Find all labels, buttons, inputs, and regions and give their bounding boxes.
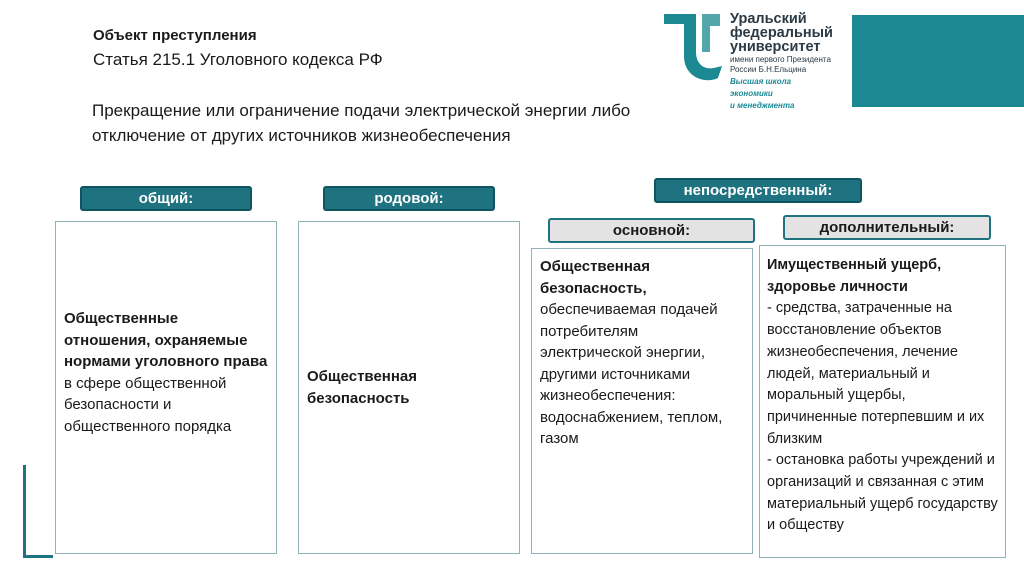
logo-small-line-2: России Б.Н.Ельцина bbox=[730, 65, 807, 74]
box-general-content bbox=[64, 308, 268, 437]
box-main-bold: Общественная безопасность, bbox=[540, 258, 651, 297]
logo-name-line-1: Уральский bbox=[730, 11, 807, 27]
decorative-corner-vertical bbox=[23, 465, 26, 558]
logo-name-line-2: федеральный bbox=[730, 25, 833, 41]
description-line-1: Прекращение или ограничение подачи электрической энергии либо bbox=[92, 101, 631, 120]
page-title: Объект преступления bbox=[93, 27, 257, 44]
box-additional-text-2: - остановка работы учреждений и организаций и связанная с этим материальный ущерб государству и обществу bbox=[767, 452, 998, 534]
box-additional-bold-paragraph bbox=[767, 255, 998, 298]
logo-mark-icon bbox=[662, 12, 724, 82]
box-general-bold: Общественные отношения, охраняемые нормами уголовного права bbox=[64, 310, 268, 370]
box-main-content bbox=[540, 256, 744, 450]
box-main-text: обеспечиваемая подачей потребителям электрической энергии, другими источниками жизнеобеспечения: водоснабжением, теплом, газом bbox=[540, 301, 723, 447]
label-direct: непосредственный: bbox=[654, 178, 862, 203]
box-generic bbox=[298, 221, 520, 554]
box-additional-bold: Имущественный ущерб, здоровье личности bbox=[767, 257, 942, 295]
box-general bbox=[55, 221, 277, 554]
box-general-text: в сфере общественной безопасности и общественного порядка bbox=[64, 374, 232, 435]
label-general: общий: bbox=[80, 186, 252, 211]
label-additional: дополнительный: bbox=[783, 215, 991, 240]
box-generic-bold: Общественная безопасность bbox=[307, 368, 418, 407]
logo-name-line-3: университет bbox=[730, 39, 821, 55]
logo-accent-slab bbox=[852, 15, 1024, 107]
label-generic: родовой: bbox=[323, 186, 495, 211]
logo-school-line-2: экономики bbox=[730, 89, 773, 98]
article-subtitle: Статья 215.1 Уголовного кодекса РФ bbox=[93, 50, 383, 69]
crime-description bbox=[92, 98, 732, 148]
logo-school-line-1: Высшая школа bbox=[730, 77, 792, 86]
box-generic-content bbox=[307, 366, 511, 409]
logo-small-line-1: имени первого Президента bbox=[730, 55, 831, 64]
box-additional-text-1: - средства, затраченные на восстановление объектов жизнеобеспечения, лечение людей, материальный и моральный ущербы, причиненные потерпевшим и их близким bbox=[767, 300, 985, 447]
logo-school-line-3: и менеджмента bbox=[730, 101, 795, 110]
label-main: основной: bbox=[548, 218, 755, 243]
decorative-corner-horizontal bbox=[23, 555, 53, 558]
university-logo bbox=[662, 11, 1024, 110]
logo-text-block bbox=[730, 12, 833, 110]
box-additional bbox=[759, 245, 1006, 558]
box-main bbox=[531, 248, 753, 554]
description-line-2: отключение от других источников жизнеобеспечения bbox=[92, 126, 511, 145]
